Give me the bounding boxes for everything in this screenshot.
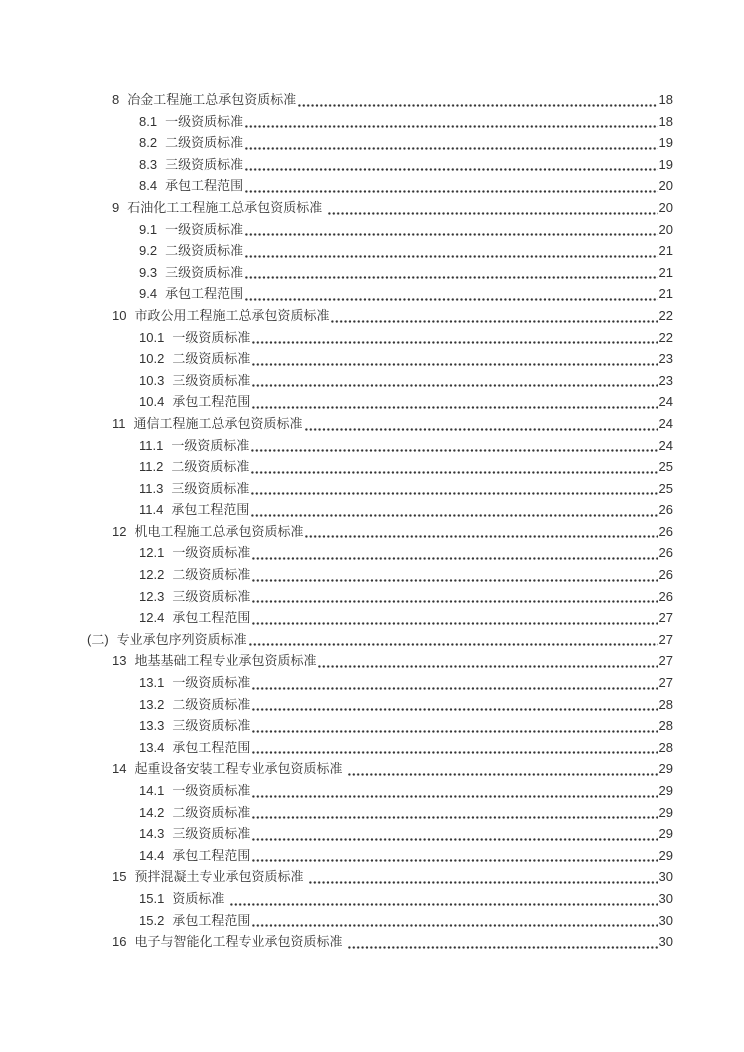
toc-entry-number: 10.1 <box>139 329 165 345</box>
toc-entry-number: 14.2 <box>139 804 165 820</box>
toc-entry-title: 承包工程范围 <box>172 394 251 410</box>
toc-entry-title: 承包工程范围 <box>172 739 251 755</box>
toc-entry-page-number: 29 <box>658 847 673 863</box>
toc-entry-page-number: 21 <box>658 243 673 259</box>
dot-leader <box>252 708 657 711</box>
toc-entry-number: 13.3 <box>139 718 165 734</box>
toc-entry-page-number: 29 <box>658 804 673 820</box>
toc-entry-page-number: 18 <box>658 113 673 129</box>
toc-entry-number: 13.1 <box>139 675 165 691</box>
toc-entry[interactable] <box>0 327 673 349</box>
toc-entry-number: 9 <box>112 199 120 215</box>
dot-leader <box>252 600 657 603</box>
dot-leader <box>252 924 657 927</box>
toc-entry-page-number: 20 <box>658 199 673 215</box>
dot-leader <box>249 643 658 646</box>
toc-entry-title: 地基基础工程专业承包资质标准 <box>134 653 317 669</box>
toc-entry[interactable] <box>0 629 673 651</box>
toc-entry-number: 8.3 <box>139 156 158 172</box>
toc-entry[interactable] <box>0 737 673 759</box>
toc-entry[interactable] <box>0 478 673 500</box>
toc-entry-number: 16 <box>112 934 127 950</box>
toc-entry-number: 14.4 <box>139 847 165 863</box>
toc-entry[interactable] <box>0 607 673 629</box>
dot-leader <box>245 168 657 171</box>
dot-leader <box>252 622 657 625</box>
dot-leader <box>328 212 658 215</box>
toc-entry-title: 二级资质标准 <box>172 567 251 583</box>
toc-entry-page-number: 23 <box>658 351 673 367</box>
toc-entry[interactable] <box>0 650 673 672</box>
dot-leader <box>252 557 657 560</box>
toc-entry[interactable] <box>0 370 673 392</box>
toc-entry[interactable] <box>0 715 673 737</box>
dot-leader <box>252 859 657 862</box>
dot-leader <box>252 730 657 733</box>
toc-entry[interactable] <box>0 910 673 932</box>
dot-leader <box>251 514 657 517</box>
toc-entry-title: 冶金工程施工总承包资质标准 <box>127 92 297 107</box>
dot-leader <box>252 687 657 690</box>
toc-entry-number: 11.1 <box>139 437 164 453</box>
toc-entry[interactable] <box>0 240 673 262</box>
toc-entry-page-number: 24 <box>658 394 673 410</box>
toc-entry-title: 一级资质标准 <box>172 783 251 798</box>
toc-entry-number: 11.4 <box>139 502 164 518</box>
dot-leader <box>251 492 657 495</box>
toc-entry-title: 承包工程范围 <box>165 178 244 194</box>
toc-entry-title: 三级资质标准 <box>165 264 244 280</box>
toc-entry-title: 承包工程范围 <box>165 286 244 302</box>
toc-entry[interactable] <box>0 499 673 521</box>
dot-leader <box>252 579 657 582</box>
toc-entry-title: 承包工程范围 <box>172 912 251 928</box>
toc-entry[interactable] <box>0 521 673 543</box>
toc-entry-title: 一级资质标准 <box>172 675 251 691</box>
toc-entry-number: 9.2 <box>139 243 158 259</box>
toc-entry-page-number: 26 <box>658 588 673 604</box>
toc-entry-page-number: 28 <box>658 718 673 734</box>
dot-leader <box>252 795 657 798</box>
toc-entry-title: 一级资质标准 <box>171 437 250 453</box>
toc-entry-title: 三级资质标准 <box>171 480 250 496</box>
toc-entry-number: 8.1 <box>139 113 158 129</box>
toc-entry-title: 专业承包序列资质标准 <box>116 631 247 647</box>
dot-leader <box>251 449 657 452</box>
toc-entry-number: 14.1 <box>139 783 165 798</box>
toc-entry-number: 15.1 <box>139 890 165 906</box>
toc-entry[interactable] <box>0 154 673 176</box>
toc-entry-number: 9.4 <box>139 286 158 302</box>
toc-entry-page-number: 25 <box>658 480 673 496</box>
dot-leader <box>348 773 657 776</box>
toc-entry-page-number: 20 <box>658 178 673 194</box>
dot-leader <box>252 341 657 344</box>
toc-entry[interactable] <box>0 542 673 564</box>
toc-entry-title: 一级资质标准 <box>165 113 244 129</box>
toc-entry-page-number: 25 <box>658 459 673 475</box>
dot-leader <box>245 190 657 193</box>
toc-entry-title: 三级资质标准 <box>165 156 244 172</box>
toc-entry-number: 9.3 <box>139 264 158 280</box>
toc-entry[interactable] <box>0 435 673 457</box>
toc-entry[interactable] <box>0 866 673 888</box>
dot-leader <box>252 816 657 819</box>
toc-entry-page-number: 27 <box>658 653 673 669</box>
toc-entry-number: 14 <box>112 761 127 777</box>
toc-entry-title: 承包工程范围 <box>171 502 250 518</box>
toc-entry-page-number: 18 <box>658 92 673 107</box>
toc-entry-title: 一级资质标准 <box>172 545 251 561</box>
dot-leader <box>348 946 657 949</box>
toc-entry-page-number: 19 <box>658 156 673 172</box>
toc-entry[interactable] <box>0 132 673 154</box>
toc-entry-page-number: 27 <box>658 631 673 647</box>
toc-entry-page-number: 27 <box>658 675 673 691</box>
toc-entry-title: 三级资质标准 <box>172 588 251 604</box>
toc-entry-number: 8 <box>112 92 120 107</box>
toc-entry-title: 三级资质标准 <box>172 718 251 734</box>
toc-entry[interactable] <box>0 305 673 327</box>
toc-entry-title: 二级资质标准 <box>165 243 244 259</box>
dot-leader <box>251 471 657 474</box>
toc-entry[interactable] <box>0 413 673 435</box>
toc-entry-number: 12.1 <box>139 545 165 561</box>
toc-entry-page-number: 24 <box>658 437 673 453</box>
toc-entry-title: 石油化工工程施工总承包资质标准 <box>127 199 326 215</box>
toc-entry-title: 电子与智能化工程专业承包资质标准 <box>134 934 347 950</box>
dot-leader <box>245 233 657 236</box>
toc-entry[interactable] <box>0 758 673 780</box>
toc-entry-page-number: 27 <box>658 610 673 626</box>
toc-entry-number: 11 <box>112 415 126 431</box>
toc-entry-number: 12 <box>112 523 127 539</box>
toc-entry[interactable] <box>0 89 673 111</box>
toc-entry-number: 13.2 <box>139 696 165 712</box>
toc-entry-page-number: 28 <box>658 739 673 755</box>
dot-leader <box>331 320 657 323</box>
toc-entry[interactable] <box>0 823 673 845</box>
toc-entry-number: 14.3 <box>139 826 165 842</box>
dot-leader <box>252 406 657 409</box>
toc-entry[interactable] <box>0 283 673 305</box>
dot-leader <box>245 255 657 258</box>
dot-leader <box>245 147 657 150</box>
toc-entry-title: 市政公用工程施工总承包资质标准 <box>134 307 330 323</box>
toc-entry[interactable] <box>0 111 673 133</box>
toc-entry-page-number: 22 <box>658 329 673 345</box>
toc-entry-page-number: 23 <box>658 372 673 388</box>
toc-entry-title: 起重设备安装工程专业承包资质标准 <box>134 761 347 777</box>
toc-entry-number: 12.3 <box>139 588 165 604</box>
toc-entry-page-number: 29 <box>658 826 673 842</box>
toc-entry-number: 13 <box>112 653 127 669</box>
toc-entry[interactable] <box>0 694 673 716</box>
toc-entry-number: 8.4 <box>139 178 158 194</box>
toc-entry-title: 承包工程范围 <box>172 610 251 626</box>
toc-entry[interactable] <box>0 175 673 197</box>
toc-entry-number: 12.2 <box>139 567 165 583</box>
dot-leader <box>245 276 657 279</box>
toc-entry-number: 8.2 <box>139 135 158 151</box>
toc-entry-title: 预拌混凝土专业承包资质标准 <box>134 869 308 885</box>
toc-entry-page-number: 30 <box>658 912 673 928</box>
toc-entry[interactable] <box>0 456 673 478</box>
dot-leader <box>252 838 657 841</box>
toc-entry-page-number: 22 <box>658 307 673 323</box>
toc-entry-page-number: 26 <box>658 567 673 583</box>
toc-entry-title: 三级资质标准 <box>172 372 251 388</box>
dot-leader <box>245 125 657 128</box>
toc-entry[interactable] <box>0 931 673 953</box>
toc-entry-page-number: 28 <box>658 696 673 712</box>
toc-entry-page-number: 29 <box>658 783 673 798</box>
toc-entry-title: 通信工程施工总承包资质标准 <box>133 415 303 431</box>
toc-entry[interactable] <box>0 348 673 370</box>
toc-entry-number: 11.3 <box>139 480 164 496</box>
toc-entry-number: (二) <box>87 631 109 647</box>
toc-entry-title: 机电工程施工总承包资质标准 <box>134 523 304 539</box>
toc-entry-number: 10 <box>112 307 127 323</box>
toc-entry-number: 15 <box>112 869 127 885</box>
toc-entry-number: 12.4 <box>139 610 165 626</box>
toc-entry-title: 一级资质标准 <box>165 221 244 237</box>
dot-leader <box>298 104 657 107</box>
table-of-contents <box>0 89 744 953</box>
toc-entry-page-number: 29 <box>658 761 673 777</box>
toc-entry-title: 二级资质标准 <box>172 351 251 367</box>
dot-leader <box>230 903 658 906</box>
toc-entry[interactable] <box>0 219 673 241</box>
toc-entry[interactable] <box>0 262 673 284</box>
dot-leader <box>252 363 657 366</box>
toc-entry[interactable] <box>0 845 673 867</box>
toc-entry-number: 13.4 <box>139 739 165 755</box>
toc-entry-number: 10.2 <box>139 351 165 367</box>
toc-entry-page-number: 24 <box>658 415 673 431</box>
toc-entry[interactable] <box>0 564 673 586</box>
dot-leader <box>305 428 658 431</box>
toc-entry-title: 承包工程范围 <box>172 847 251 863</box>
toc-entry-page-number: 26 <box>658 545 673 561</box>
toc-entry[interactable] <box>0 586 673 608</box>
toc-entry[interactable] <box>0 672 673 694</box>
dot-leader <box>252 751 657 754</box>
toc-entry-page-number: 21 <box>658 286 673 302</box>
toc-entry-title: 二级资质标准 <box>172 696 251 712</box>
toc-entry[interactable] <box>0 391 673 413</box>
toc-entry-page-number: 30 <box>658 934 673 950</box>
dot-leader <box>318 665 657 668</box>
toc-entry-page-number: 30 <box>658 890 673 906</box>
toc-entry[interactable] <box>0 888 673 910</box>
toc-entry[interactable] <box>0 197 673 219</box>
toc-entry-page-number: 26 <box>658 523 673 539</box>
toc-entry-page-number: 20 <box>658 221 673 237</box>
toc-entry[interactable] <box>0 780 673 802</box>
toc-entry-page-number: 26 <box>658 502 673 518</box>
toc-entry-page-number: 19 <box>658 135 673 151</box>
toc-entry-title: 二级资质标准 <box>171 459 250 475</box>
toc-entry-number: 10.3 <box>139 372 165 388</box>
toc-entry-title: 三级资质标准 <box>172 826 251 842</box>
toc-entry-page-number: 21 <box>658 264 673 280</box>
toc-entry-title: 资质标准 <box>172 890 228 906</box>
toc-entry-title: 二级资质标准 <box>172 804 251 820</box>
toc-entry-number: 15.2 <box>139 912 165 928</box>
dot-leader <box>252 384 657 387</box>
toc-entry-number: 10.4 <box>139 394 165 410</box>
dot-leader <box>245 298 657 301</box>
toc-entry-title: 一级资质标准 <box>172 329 251 345</box>
toc-entry-title: 二级资质标准 <box>165 135 244 151</box>
dot-leader <box>305 535 657 538</box>
toc-entry[interactable] <box>0 802 673 824</box>
toc-entry-page-number: 30 <box>658 869 673 885</box>
toc-entry-number: 9.1 <box>139 221 158 237</box>
dot-leader <box>309 881 657 884</box>
toc-entry-number: 11.2 <box>139 459 164 475</box>
